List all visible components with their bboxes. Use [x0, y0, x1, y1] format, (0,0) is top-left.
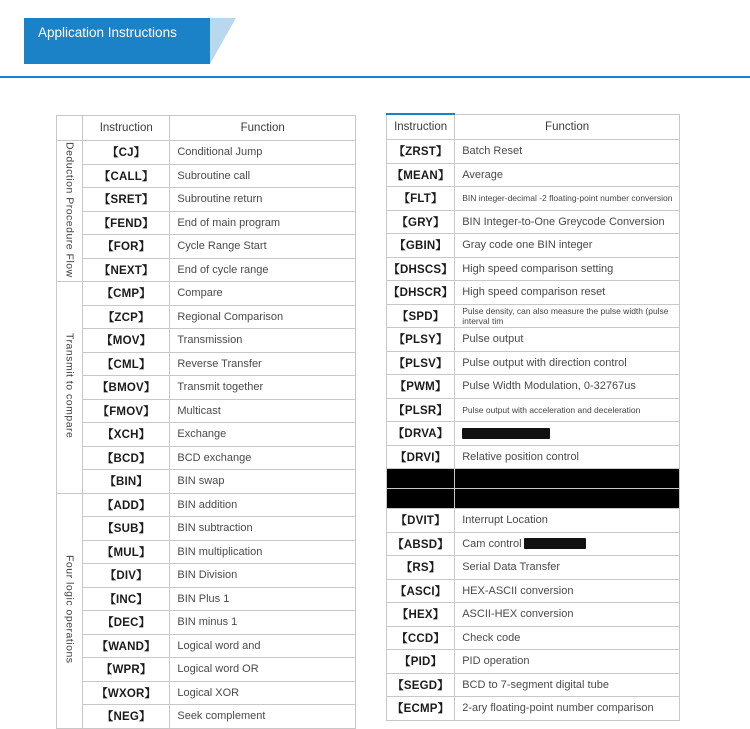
instruction-cell: 【INC】: [83, 587, 170, 611]
function-cell: BIN subtraction: [170, 517, 356, 541]
table-row: [57, 587, 356, 611]
function-cell: Pulse output with acceleration and deceleration: [455, 398, 680, 422]
function-cell: Logical word and: [170, 634, 356, 658]
instruction-cell: 【DIV】: [83, 564, 170, 588]
function-cell: Pulse output with direction control: [455, 351, 680, 375]
instruction-cell: 【SUB】: [83, 517, 170, 541]
table-row: [387, 532, 680, 556]
instruction-cell: 【CMP】: [83, 282, 170, 306]
function-cell: Logical word OR: [170, 658, 356, 682]
instruction-cell: 【ADD】: [83, 493, 170, 517]
table-row: [387, 187, 680, 211]
function-cell: ASCII-HEX conversion: [455, 603, 680, 627]
left-instruction-table: [56, 115, 356, 729]
function-cell: Seek complement: [170, 705, 356, 729]
redaction-bar: [524, 538, 586, 549]
function-cell: BIN swap: [170, 470, 356, 494]
function-cell: HEX-ASCII conversion: [455, 579, 680, 603]
right-instruction-table: [386, 113, 680, 721]
function-cell: Interrupt Location: [455, 509, 680, 533]
function-cell: High speed comparison setting: [455, 257, 680, 281]
row-group-label: Transmit to compare: [57, 282, 83, 494]
instruction-cell: 【WXOR】: [83, 681, 170, 705]
function-cell: Exchange: [170, 423, 356, 447]
function-cell: Average: [455, 163, 680, 187]
function-cell: [455, 422, 680, 446]
table-row: [57, 258, 356, 282]
instruction-cell: 【NEXT】: [83, 258, 170, 282]
instruction-cell: 【ABSD】: [387, 532, 455, 556]
instruction-cell: [387, 489, 455, 509]
column-header-function: Function: [170, 116, 356, 141]
instruction-cell: 【PLSV】: [387, 351, 455, 375]
table-row: [57, 352, 356, 376]
function-cell: [455, 469, 680, 489]
table-row: [57, 658, 356, 682]
table-row: [387, 304, 680, 328]
table-row: [387, 140, 680, 164]
instruction-cell: 【CCD】: [387, 626, 455, 650]
function-cell: Cam control: [455, 532, 680, 556]
function-cell: Reverse Transfer: [170, 352, 356, 376]
table-row: [387, 626, 680, 650]
instruction-cell: 【FMOV】: [83, 399, 170, 423]
instruction-cell: 【PWM】: [387, 375, 455, 399]
function-cell: Subroutine return: [170, 188, 356, 212]
function-cell: Regional Comparison: [170, 305, 356, 329]
table-row: [57, 164, 356, 188]
function-cell: Cycle Range Start: [170, 235, 356, 259]
column-header-instruction: Instruction: [83, 116, 170, 141]
row-group-label: Deduction Procedure Flow: [57, 141, 83, 282]
function-cell: BIN Plus 1: [170, 587, 356, 611]
table-row: [387, 603, 680, 627]
function-cell: Multicast: [170, 399, 356, 423]
function-cell: Logical XOR: [170, 681, 356, 705]
instruction-cell: 【FLT】: [387, 187, 455, 211]
header-triangle-decoration: [210, 18, 236, 64]
function-cell: Compare: [170, 282, 356, 306]
function-cell: BIN minus 1: [170, 611, 356, 635]
table-row: [57, 611, 356, 635]
instruction-cell: 【MOV】: [83, 329, 170, 353]
table-row: [387, 210, 680, 234]
instruction-cell: 【MUL】: [83, 540, 170, 564]
table-row: [57, 329, 356, 353]
function-cell: High speed comparison reset: [455, 281, 680, 305]
table-row: [387, 556, 680, 580]
function-cell: BCD exchange: [170, 446, 356, 470]
instruction-cell: 【BIN】: [83, 470, 170, 494]
function-cell: Pulse Width Modulation, 0-32767us: [455, 375, 680, 399]
table-row: [387, 257, 680, 281]
function-cell: BIN integer-decimal -2 floating-point number conversion: [455, 187, 680, 211]
function-cell: 2-ary floating-point number comparison: [455, 697, 680, 721]
function-cell: BIN Division: [170, 564, 356, 588]
instruction-cell: 【DEC】: [83, 611, 170, 635]
table-row: [387, 234, 680, 258]
table-row: [387, 697, 680, 721]
instruction-cell: 【XCH】: [83, 423, 170, 447]
table-row: [57, 188, 356, 212]
function-cell: Subroutine call: [170, 164, 356, 188]
table-row: [57, 517, 356, 541]
function-cell: PID operation: [455, 650, 680, 674]
table-row: [57, 376, 356, 400]
table-row: [387, 469, 680, 489]
table-row: [387, 281, 680, 305]
instruction-cell: 【FEND】: [83, 211, 170, 235]
instruction-cell: 【GBIN】: [387, 234, 455, 258]
function-cell: BIN multiplication: [170, 540, 356, 564]
table-row: [57, 705, 356, 729]
function-cell: Pulse output: [455, 328, 680, 352]
function-cell: Batch Reset: [455, 140, 680, 164]
left-instruction-table-wrap: [56, 115, 356, 729]
instruction-cell: 【CML】: [83, 352, 170, 376]
function-cell: BIN addition: [170, 493, 356, 517]
table-row: [57, 235, 356, 259]
function-cell: BCD to 7-segment digital tube: [455, 673, 680, 697]
column-header-group: [57, 116, 83, 141]
row-group-label: Four logic operations: [57, 493, 83, 728]
table-row: [387, 422, 680, 446]
function-cell: Relative position control: [455, 445, 680, 469]
function-cell: [455, 489, 680, 509]
table-row: [57, 493, 356, 517]
function-cell: Pulse density, can also measure the pulse width (pulse interval tim: [455, 304, 680, 328]
function-cell: Transmit together: [170, 376, 356, 400]
table-row: [387, 163, 680, 187]
instruction-cell: 【DRVA】: [387, 422, 455, 446]
instruction-cell: 【BCD】: [83, 446, 170, 470]
instruction-cell: 【DHSCR】: [387, 281, 455, 305]
header-divider: [0, 76, 750, 78]
instruction-cell: 【ASCI】: [387, 579, 455, 603]
table-row: [57, 540, 356, 564]
instruction-cell: 【GRY】: [387, 210, 455, 234]
right-instruction-table-wrap: [386, 113, 680, 721]
table-row: [57, 564, 356, 588]
table-row: [387, 375, 680, 399]
table-row: [387, 509, 680, 533]
table-header-row: [387, 114, 680, 140]
instruction-cell: 【CJ】: [83, 141, 170, 165]
table-row: [387, 489, 680, 509]
column-header-function: Function: [455, 114, 680, 140]
table-row: [57, 470, 356, 494]
function-cell: Check code: [455, 626, 680, 650]
table-row: [57, 634, 356, 658]
function-cell: Transmission: [170, 329, 356, 353]
table-row: [57, 211, 356, 235]
instruction-cell: 【DVIT】: [387, 509, 455, 533]
instruction-cell: 【ZCP】: [83, 305, 170, 329]
table-row: [57, 399, 356, 423]
instruction-cell: 【DRVI】: [387, 445, 455, 469]
instruction-cell: 【BMOV】: [83, 376, 170, 400]
function-cell: Conditional Jump: [170, 141, 356, 165]
instruction-cell: 【WAND】: [83, 634, 170, 658]
instruction-cell: 【RS】: [387, 556, 455, 580]
table-row: [387, 328, 680, 352]
table-row: [387, 650, 680, 674]
instruction-cell: [387, 469, 455, 489]
function-cell: Serial Data Transfer: [455, 556, 680, 580]
function-cell: End of main program: [170, 211, 356, 235]
instruction-cell: 【MEAN】: [387, 163, 455, 187]
table-row: [57, 423, 356, 447]
table-row: [57, 141, 356, 165]
table-row: [387, 398, 680, 422]
function-cell: End of cycle range: [170, 258, 356, 282]
instruction-cell: 【ECMP】: [387, 697, 455, 721]
instruction-cell: 【PLSY】: [387, 328, 455, 352]
table-row: [57, 305, 356, 329]
table-row: [57, 446, 356, 470]
table-row: [387, 351, 680, 375]
instruction-cell: 【PID】: [387, 650, 455, 674]
instruction-cell: 【SEGD】: [387, 673, 455, 697]
table-row: [387, 579, 680, 603]
column-header-instruction: Instruction: [387, 114, 455, 140]
instruction-cell: 【SPD】: [387, 304, 455, 328]
table-row: [387, 445, 680, 469]
instruction-cell: 【HEX】: [387, 603, 455, 627]
instruction-cell: 【FOR】: [83, 235, 170, 259]
instruction-cell: 【NEG】: [83, 705, 170, 729]
instruction-cell: 【PLSR】: [387, 398, 455, 422]
function-cell: BIN Integer-to-One Greycode Conversion: [455, 210, 680, 234]
instruction-cell: 【ZRST】: [387, 140, 455, 164]
page-title: Application Instructions: [38, 25, 177, 40]
instruction-cell: 【DHSCS】: [387, 257, 455, 281]
table-row: [387, 673, 680, 697]
instruction-cell: 【CALL】: [83, 164, 170, 188]
table-row: [57, 282, 356, 306]
table-row: [57, 681, 356, 705]
redaction-bar: [462, 428, 550, 439]
table-header-row: [57, 116, 356, 141]
page-header: [0, 0, 750, 78]
function-cell: Gray code one BIN integer: [455, 234, 680, 258]
instruction-cell: 【SRET】: [83, 188, 170, 212]
instruction-cell: 【WPR】: [83, 658, 170, 682]
